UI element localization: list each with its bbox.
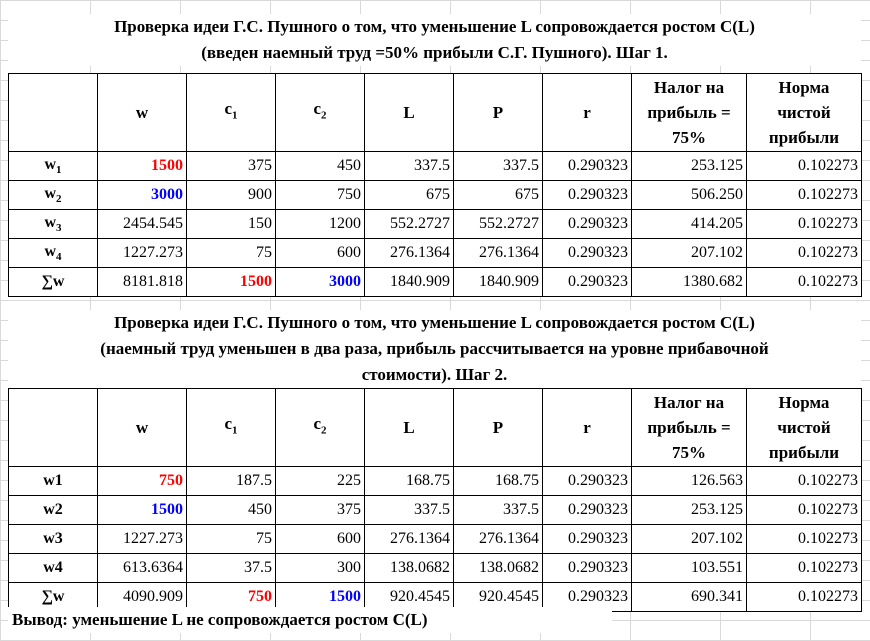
section1-title-line2: (введен наемный труд =50% прибыли С.Г. Пушного). Шаг 1. — [201, 43, 668, 62]
cell-P: 337.5 — [454, 152, 543, 181]
cell-r: 0.290323 — [543, 181, 632, 210]
header-L: L — [365, 389, 454, 467]
cell-L: 276.1364 — [365, 239, 454, 268]
cell-c1: 75 — [187, 525, 276, 554]
cell-P: 552.2727 — [454, 210, 543, 239]
table-row — [9, 210, 862, 239]
table-row — [9, 525, 862, 554]
header-corner — [9, 389, 98, 467]
header-tax: Налог на прибыль = 75% — [632, 74, 747, 152]
header-corner — [9, 74, 98, 152]
cell-net: 0.102273 — [747, 467, 862, 496]
cell-r: 0.290323 — [543, 268, 632, 297]
cell-L: 920.4545 — [365, 583, 454, 612]
cell-P: 276.1364 — [454, 239, 543, 268]
cell-tax: 253.125 — [632, 496, 747, 525]
cell-L: 138.0682 — [365, 554, 454, 583]
cell-w: 4090.909 — [98, 583, 187, 612]
header-tax: Налог на прибыль = 75% — [632, 389, 747, 467]
section1-header-row — [9, 74, 862, 152]
cell-w: 2454.545 — [98, 210, 187, 239]
cell-c1: 750 — [187, 583, 276, 612]
cell-net: 0.102273 — [747, 210, 862, 239]
cell-net: 0.102273 — [747, 496, 862, 525]
cell-c1: 375 — [187, 152, 276, 181]
cell-L: 337.5 — [365, 152, 454, 181]
section2-title-line3: стоимости). Шаг 2. — [361, 365, 508, 384]
header-c2: $c_2$ — [276, 389, 365, 467]
cell-tax: 690.341 — [632, 583, 747, 612]
cell-tax: 414.205 — [632, 210, 747, 239]
cell-c2: 300 — [276, 554, 365, 583]
header-c1: $c_1$ — [187, 74, 276, 152]
cell-r: 0.290323 — [543, 210, 632, 239]
row-label: $w_1$ — [9, 152, 98, 181]
cell-c2: 600 — [276, 525, 365, 554]
cell-net: 0.102273 — [747, 554, 862, 583]
cell-tax: 1380.682 — [632, 268, 747, 297]
header-r: r — [543, 74, 632, 152]
header-r: r — [543, 389, 632, 467]
cell-c1: 1500 — [187, 268, 276, 297]
cell-c1: 900 — [187, 181, 276, 210]
row-label: ∑w — [9, 583, 98, 612]
table-row — [9, 152, 862, 181]
header-w: w — [98, 74, 187, 152]
cell-c1: 75 — [187, 239, 276, 268]
cell-c2: 1200 — [276, 210, 365, 239]
cell-c2: 750 — [276, 181, 365, 210]
cell-tax: 103.551 — [632, 554, 747, 583]
cell-net: 0.102273 — [747, 268, 862, 297]
cell-w: 1227.273 — [98, 525, 187, 554]
cell-w: 1227.273 — [98, 239, 187, 268]
cell-P: 138.0682 — [454, 554, 543, 583]
cell-r: 0.290323 — [543, 467, 632, 496]
header-P: P — [454, 389, 543, 467]
row-label: w3 — [9, 525, 98, 554]
cell-c2: 1500 — [276, 583, 365, 612]
cell-tax: 126.563 — [632, 467, 747, 496]
cell-P: 920.4545 — [454, 583, 543, 612]
cell-L: 276.1364 — [365, 525, 454, 554]
cell-tax: 506.250 — [632, 181, 747, 210]
section1-title — [8, 14, 861, 66]
table-row — [9, 181, 862, 210]
cell-P: 1840.909 — [454, 268, 543, 297]
cell-L: 675 — [365, 181, 454, 210]
cell-L: 552.2727 — [365, 210, 454, 239]
cell-L: 337.5 — [365, 496, 454, 525]
cell-L: 1840.909 — [365, 268, 454, 297]
cell-net: 0.102273 — [747, 239, 862, 268]
header-net-profit: Норма чистой прибыли — [747, 74, 862, 152]
cell-tax: 207.102 — [632, 525, 747, 554]
table-row-total — [9, 268, 862, 297]
cell-w: 1500 — [98, 496, 187, 525]
section2-title-line1: Проверка идеи Г.С. Пушного о том, что уменьшение L сопровождается ростом C(L) — [114, 313, 755, 332]
conclusion-text: Вывод: уменьшение L не сопровождается ростом C(L) — [8, 607, 612, 633]
cell-L: 168.75 — [365, 467, 454, 496]
table-row — [9, 496, 862, 525]
cell-w: 8181.818 — [98, 268, 187, 297]
cell-r: 0.290323 — [543, 525, 632, 554]
cell-r: 0.290323 — [543, 496, 632, 525]
cell-c2: 375 — [276, 496, 365, 525]
section2-title — [8, 310, 861, 388]
cell-net: 0.102273 — [747, 181, 862, 210]
row-label: $w_4$ — [9, 239, 98, 268]
section2-title-line2: (наемный труд уменьшен в два раза, прибыль рассчитывается на уровне прибавочной — [100, 339, 769, 358]
cell-tax: 253.125 — [632, 152, 747, 181]
row-label: $w_2$ — [9, 181, 98, 210]
row-label: w1 — [9, 467, 98, 496]
table-row — [9, 467, 862, 496]
header-net-profit: Норма чистой прибыли — [747, 389, 862, 467]
row-label: ∑w — [9, 268, 98, 297]
cell-w: 750 — [98, 467, 187, 496]
header-w: w — [98, 389, 187, 467]
cell-net: 0.102273 — [747, 583, 862, 612]
header-P: P — [454, 74, 543, 152]
cell-r: 0.290323 — [543, 583, 632, 612]
section2-table — [8, 388, 862, 612]
cell-c2: 3000 — [276, 268, 365, 297]
cell-c1: 187.5 — [187, 467, 276, 496]
cell-c2: 450 — [276, 152, 365, 181]
row-label: w4 — [9, 554, 98, 583]
cell-c1: 450 — [187, 496, 276, 525]
section1-title-line1: Проверка идеи Г.С. Пушного о том, что уменьшение L сопровождается ростом C(L) — [114, 17, 755, 36]
cell-net: 0.102273 — [747, 525, 862, 554]
cell-r: 0.290323 — [543, 554, 632, 583]
section2-header-row — [9, 389, 862, 467]
cell-c2: 600 — [276, 239, 365, 268]
cell-w: 3000 — [98, 181, 187, 210]
header-c1: $c_1$ — [187, 389, 276, 467]
cell-P: 675 — [454, 181, 543, 210]
cell-tax: 207.102 — [632, 239, 747, 268]
cell-r: 0.290323 — [543, 152, 632, 181]
cell-w: 613.6364 — [98, 554, 187, 583]
row-label: $w_3$ — [9, 210, 98, 239]
table-row — [9, 239, 862, 268]
cell-P: 276.1364 — [454, 525, 543, 554]
header-c2: $c_2$ — [276, 74, 365, 152]
row-label: w2 — [9, 496, 98, 525]
cell-c2: 225 — [276, 467, 365, 496]
cell-w: 1500 — [98, 152, 187, 181]
table-row — [9, 554, 862, 583]
cell-c1: 37.5 — [187, 554, 276, 583]
cell-P: 168.75 — [454, 467, 543, 496]
cell-c1: 150 — [187, 210, 276, 239]
cell-r: 0.290323 — [543, 239, 632, 268]
cell-net: 0.102273 — [747, 152, 862, 181]
section1-table — [8, 73, 862, 297]
cell-P: 337.5 — [454, 496, 543, 525]
header-L: L — [365, 74, 454, 152]
